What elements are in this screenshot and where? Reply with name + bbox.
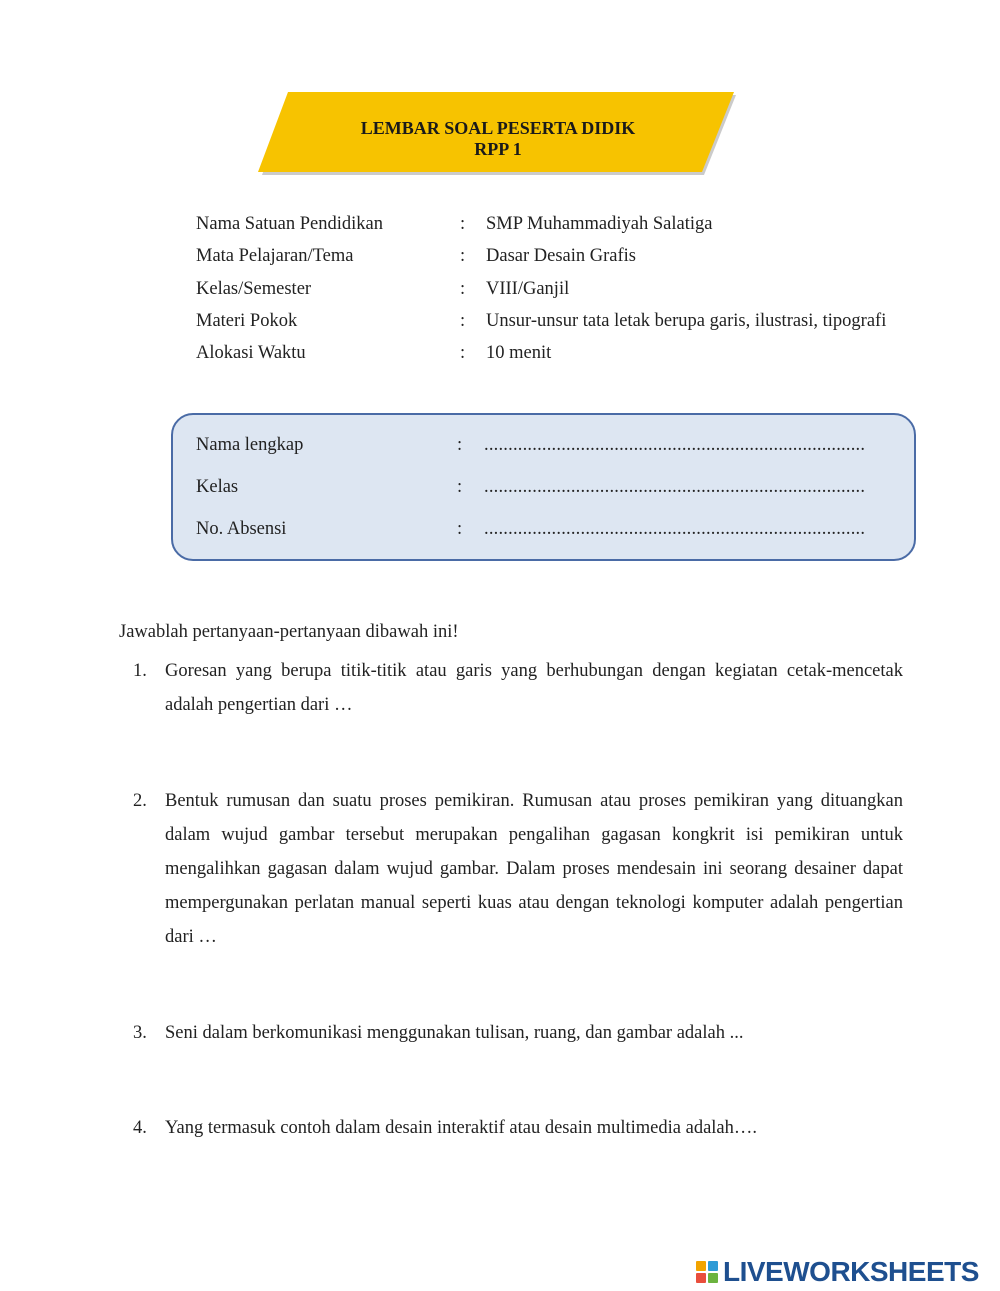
question-1 [133, 654, 903, 722]
info-label: Materi Pokok [196, 310, 298, 331]
student-colon: : [457, 477, 463, 497]
title-line-1: LEMBAR SOAL PESERTA DIDIK [360, 118, 636, 138]
instruction-text: Jawablah pertanyaan-pertanyaan dibawah ini! [119, 622, 459, 642]
student-class-label: Kelas [196, 477, 239, 497]
info-value: Unsur-unsur tata letak berupa garis, ilustrasi, tipografi [486, 310, 887, 331]
banner-title [258, 118, 738, 160]
info-value: VIII/Ganjil [486, 278, 570, 299]
question-number: 2. [133, 791, 147, 811]
logo-text: LIVEWORKSHEETS [723, 1256, 979, 1287]
student-name-label: Nama lengkap [196, 435, 304, 455]
title-line-2: RPP 1 [474, 139, 522, 159]
logo-icon [696, 1261, 718, 1283]
info-value: SMP Muhammadiyah Salatiga [486, 214, 713, 234]
student-absence-label: No. Absensi [196, 519, 287, 539]
question-4 [133, 1111, 903, 1145]
question-3 [133, 1016, 903, 1050]
question-number: 1. [133, 661, 147, 681]
student-absence-field[interactable]: ............................................................................... [484, 519, 866, 539]
student-identity-box [171, 413, 916, 561]
info-value: Dasar Desain Grafis [486, 246, 636, 267]
info-label: Mata Pelajaran/Tema [196, 246, 354, 267]
info-label: Nama Satuan Pendidikan [196, 214, 384, 234]
logo-square-3 [696, 1273, 706, 1283]
info-colon: : [460, 278, 466, 299]
student-colon: : [457, 519, 463, 539]
question-text: Goresan yang berupa titik-titik atau garis yang berhubungan dengan kegiatan cetak-mencetak adalah pengertian dari … [165, 661, 903, 715]
question-text: Seni dalam berkomunikasi menggunakan tulisan, ruang, dan gambar adalah ... [165, 1023, 744, 1043]
question-text: Bentuk rumusan dan suatu proses pemikiran. Rumusan atau proses pemikiran yang dituangkan dalam wujud gambar tersebut merupakan pengalihan gagasan kongkrit isi pemikiran untuk mengalihkan gagasan dalam wujud gambar. Dalam proses mendesain ini seorang desainer dapat mempergunakan perlatan manual seperti kuas atau dengan teknologi komputer adalah pengertian dari … [165, 791, 903, 947]
question-number: 3. [133, 1023, 147, 1043]
info-label: Kelas/Semester [196, 278, 312, 299]
student-colon: : [457, 435, 463, 455]
logo-square-1 [696, 1261, 706, 1271]
question-2 [133, 784, 903, 954]
info-colon: : [460, 214, 466, 234]
student-name-field[interactable]: ............................................................................... [484, 435, 866, 455]
student-class-field[interactable]: ............................................................................... [484, 477, 866, 497]
question-text: Yang termasuk contoh dalam desain interaktif atau desain multimedia adalah…. [165, 1118, 758, 1138]
logo-square-4 [708, 1273, 718, 1283]
liveworksheets-logo [696, 1255, 979, 1289]
question-number: 4. [133, 1118, 147, 1138]
info-label: Alokasi Waktu [196, 343, 306, 364]
info-colon: : [460, 310, 466, 331]
info-colon: : [460, 246, 466, 267]
info-colon: : [460, 343, 466, 364]
info-value: 10 menit [486, 343, 552, 364]
logo-square-2 [708, 1261, 718, 1271]
title-banner [258, 92, 738, 176]
